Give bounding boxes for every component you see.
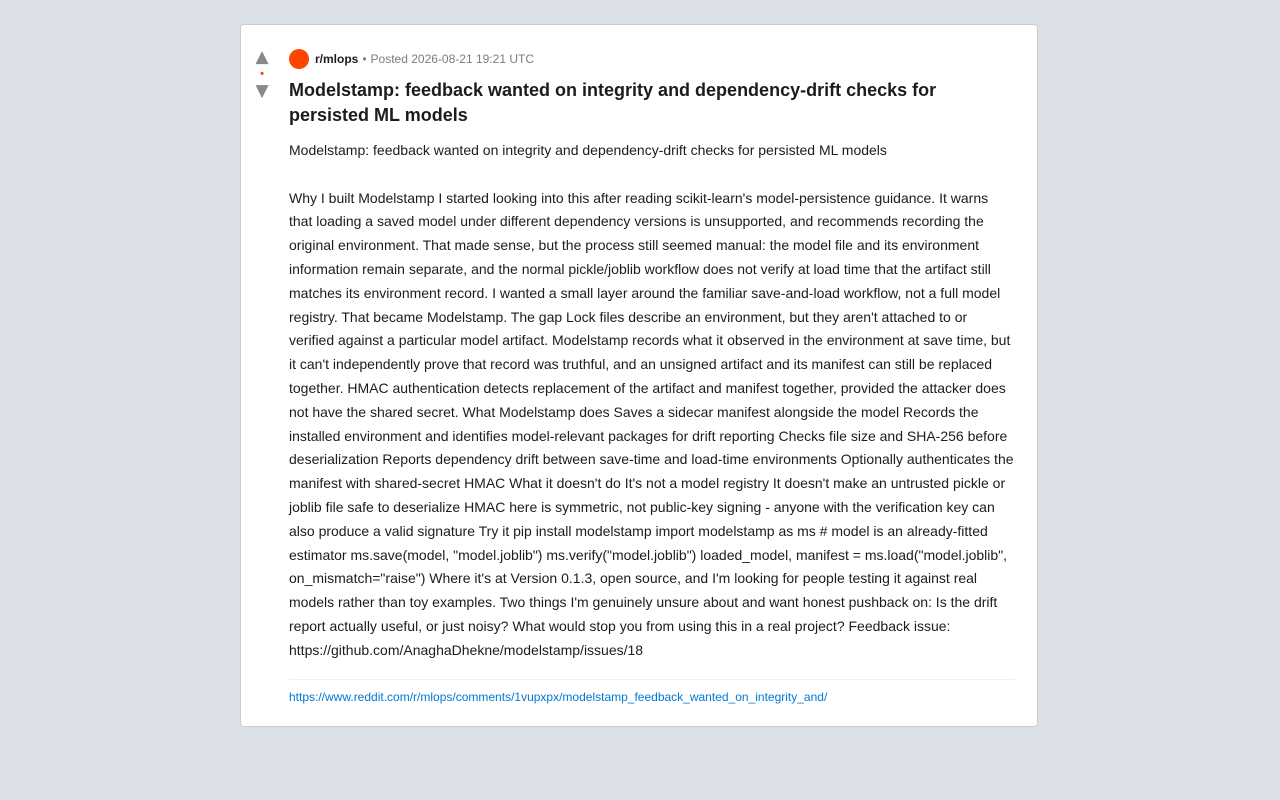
post-body: Modelstamp: feedback wanted on integrity and dependency-drift checks for persisted ML models Why I built Modelstamp I started looking into this after reading scikit-learn's model-persistence guidance. It warns that loading a saved model under different dependency versions is unsupported, and recommends recording the original environment. That made sense, but the process still seemed manual: the model file and its environment information remain separate, and the normal pickle/joblib workflow does not verify at load time that the artifact still matches its environment record. I wanted a small layer around the familiar save-and-load workflow, not a full model registry. That became Modelstamp. The gap Lock files describe an environment, but they aren't attached to or verified against a particular model artifact. Modelstamp records what it observed in the environment at save time, but it can't independently prove that record was truthful, and an unsigned artifact and its manifest can still be replaced together. HMAC authentication detects replacement of the artifact and manifest together, provided the attacker does not have the shared secret. What Modelstamp does Saves a sidecar manifest alongside the model Records the installed environment and identifies model-relevant packages for drift reporting Checks file size and SHA-256 before deserialization Reports dependency drift between save-time and load-time environments Optionally authenticates the manifest with shared-secret HMAC What it doesn't do It's not a model registry It doesn't make an untrusted pickle or joblib file safe to deserialize HMAC here is symmetric, not public-key signing - anyone with the verification key can also produce a valid signature Try it pip install modelstamp import modelstamp as ms # model is an already-fitted estimator ms.save(model, "model.joblib") ms.verify("model.joblib") loaded_model, manifest = ms.load("model.joblib", on_mismatch="raise") Where it's at Version 0.1.3, open source, and I'm looking for people testing it against real models rather than toy examples. Two things I'm genuinely unsure about and want honest pushback on: Is the drift report actually useful, or just noisy? What would stop you from using this in a real project? Feedback issue: https://github.com/AnaghaDhekne/modelstamp/issues/18 [289, 142, 1014, 658]
vote-column [241, 47, 283, 101]
post-meta [289, 49, 1015, 69]
post-timestamp: Posted 2026-08-21 19:21 UTC [370, 52, 534, 66]
post-content [289, 49, 1015, 705]
downvote-icon[interactable]: ▼ [255, 81, 269, 101]
post-footer [289, 679, 1015, 705]
meta-separator: • [362, 52, 367, 66]
subreddit-link[interactable]: r/mlops [315, 52, 359, 66]
subreddit-avatar-icon[interactable] [289, 49, 309, 69]
post-title[interactable]: Modelstamp: feedback wanted on integrity and dependency-drift checks for persisted ML models [289, 80, 937, 125]
upvote-icon[interactable]: ▲ [255, 47, 269, 67]
post-card [240, 24, 1038, 727]
post-permalink[interactable]: https://www.reddit.com/r/mlops/comments/1vupxpx/modelstamp_feedback_wanted_on_integrity_and/ [289, 689, 828, 704]
vote-score: • [260, 68, 264, 80]
